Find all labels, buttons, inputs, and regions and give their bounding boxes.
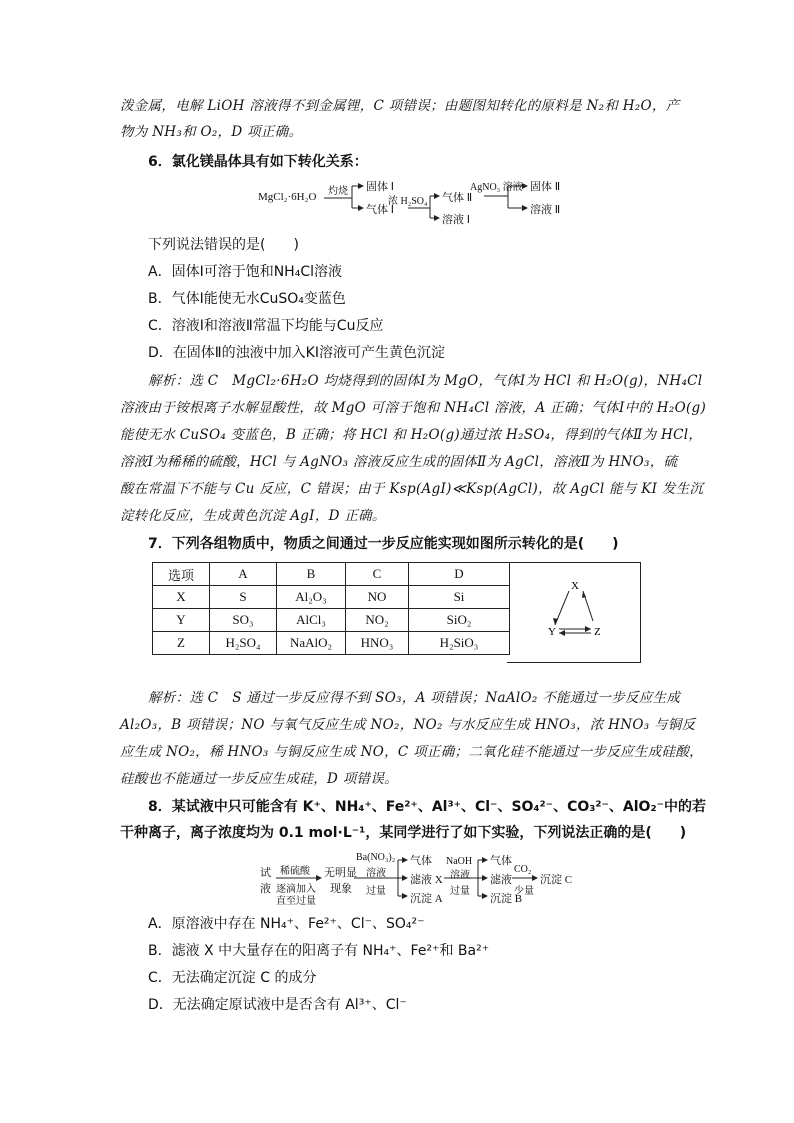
diagram-step-label: 溶液 (450, 870, 470, 881)
diagram-gas: 气体 (490, 855, 512, 867)
diagram-step-label: 逐滴加入 (276, 884, 316, 895)
table-row (153, 632, 510, 655)
diagram-result: 现象 (330, 883, 352, 895)
table-cell: SiO₂ (409, 609, 510, 632)
option-d: D．无法确定原试液中是否含有 Al³⁺、Cl⁻ (148, 997, 407, 1013)
analysis-line: 淀转化反应，生成黄色沉淀 AgI，D 正确。 (120, 508, 386, 524)
triangle-diagram (507, 563, 640, 662)
analysis-line: 应生成 NO₂，稀 HNO₃ 与铜反应生成 NO，C 项正确；二氧化硅不能通过一步反应生成硅酸， (120, 744, 703, 760)
table-header: C (346, 563, 409, 586)
option-d: D．在固体Ⅱ的浊液中加入KI溶液可产生黄色沉淀 (148, 345, 445, 361)
table-row (153, 563, 510, 586)
analysis-line: 解析：选 C MgCl₂·6H₂O 均烧得到的固体Ⅰ为 MgO，气体Ⅰ为 HCl 和 H₂O(g)，NH₄Cl (148, 373, 703, 389)
diagram-precipitate-b: 沉淀 B (490, 893, 523, 905)
table-row (153, 586, 510, 609)
diagram-filtrate-x: 滤液 X (410, 874, 443, 886)
option-a: A．原溶液中存在 NH₄⁺、Fe²⁺、Cl⁻、SO₄²⁻ (148, 916, 425, 932)
analysis-line: 溶液Ⅰ为稀稀的硫酸，HCl 与 AgNO₃ 溶液反应生成的固体Ⅱ为 AgCl，溶液Ⅱ为 HNO₃，硫 (120, 454, 678, 470)
table-header: 选项 (153, 563, 210, 586)
options-table (152, 562, 510, 655)
table-header: B (277, 563, 346, 586)
diagram-step-label: 过量 (366, 886, 386, 897)
diagram-step-label: 灼烧 (328, 186, 348, 197)
diagram-solution-1: 溶液 Ⅰ (442, 214, 470, 226)
diagram-start: MgCl₂·6H₂O (258, 191, 317, 203)
option-b: B．滤液 X 中大量存在的阳离子有 NH₄⁺、Fe²⁺和 Ba²⁺ (148, 943, 490, 959)
diagram-result: 无明显 (324, 867, 357, 879)
option-c: C．溶液Ⅰ和溶液Ⅱ常温下均能与Cu反应 (148, 318, 384, 334)
question-8-stem: 8．某试液中只可能含有 K⁺、NH₄⁺、Fe²⁺、Al³⁺、Cl⁻、SO₄²⁻、CO₃²⁻、AlO₂⁻中的若 (148, 799, 706, 815)
diagram-gas-1: 气体 Ⅰ (366, 204, 394, 216)
diagram-step-label: 过量 (450, 886, 470, 897)
table-cell: Si (409, 586, 510, 609)
node-x: X (571, 580, 579, 592)
table-cell: X (153, 586, 210, 609)
node-y: Y (548, 626, 556, 638)
diagram-step-label: 溶液 (366, 868, 386, 879)
table-row (153, 609, 510, 632)
analysis-line: 硅酸也不能通过一步反应生成硅，D 项错误。 (120, 771, 398, 787)
text-line: 泼金属，电解 LiOH 溶液得不到金属锂，C 项错误；由题图知转化的原料是 N₂和 H₂O，产 (120, 98, 680, 114)
question-7-stem: 7．下列各组物质中，物质之间通过一步反应能实现如图所示转化的是( ) (148, 536, 619, 552)
diagram-sample: 液 (260, 883, 271, 895)
diagram-gas-2: 气体 Ⅱ (442, 192, 473, 204)
table-cell: H₂SiO₃ (409, 632, 510, 655)
diagram-precipitate-c: 沉淀 C (540, 874, 573, 886)
diagram-sample: 试 (260, 867, 271, 879)
option-c: C．无法确定沉淀 C 的成分 (148, 970, 317, 986)
table-cell: HNO₃ (346, 632, 409, 655)
text-line: 物为 NH₃和 O₂，D 项正确。 (120, 124, 303, 140)
option-b: B．气体Ⅰ能使无水CuSO₄变蓝色 (148, 291, 346, 307)
diagram-solid-2: 固体 Ⅱ (530, 181, 561, 193)
diagram-gas: 气体 (410, 855, 432, 867)
diagram-step-label: 直至过量 (276, 896, 316, 907)
diagram-step-label: AgNO₃ 溶液 (470, 182, 523, 193)
table-cell: Y (153, 609, 210, 632)
diagram-solid-1: 固体 Ⅰ (366, 181, 394, 193)
analysis-line: 解析：选 C S 通过一步反应得不到 SO₃，A 项错误；NaAlO₂ 不能通过一步反应生成 (148, 690, 681, 706)
diagram-precipitate-a: 沉淀 A (410, 893, 443, 905)
diagram-step-label: 浓 H₂SO₄ (388, 196, 428, 207)
diagram-filtrate: 滤液 (490, 874, 512, 886)
diagram-step-label: NaOH (446, 856, 473, 867)
diagram-step-label: Ba(NO₃)₂ (356, 852, 396, 863)
table-header: A (210, 563, 277, 586)
analysis-line: 能使无水 CuSO₄ 变蓝色，B 正确；将 HCl 和 H₂O(g)通过浓 H₂SO₄，得到的气体Ⅱ为 HCl， (120, 427, 703, 443)
question-8-stem: 干种离子，离子浓度均为 0.1 mol·L⁻¹，某同学进行了如下实验，下列说法正确的是( ) (120, 825, 687, 841)
table-cell: H₂SO₄ (210, 632, 277, 655)
analysis-line: 溶液由于铵根离子水解显酸性，故 MgO 可溶于饱和 NH₄Cl 溶液，A 正确；气体Ⅰ中的 H₂O(g) (120, 400, 707, 416)
table-header: D (409, 563, 510, 586)
table-cell: Al₂O₃ (277, 586, 346, 609)
table-cell: NO (346, 586, 409, 609)
table-cell: SO₃ (210, 609, 277, 632)
diagram-step-label: CO₂ (514, 864, 532, 875)
q8-experiment-diagram (258, 852, 578, 906)
diagram-step-label: 稀硫酸 (280, 866, 310, 877)
diagram-step-label: 少量 (514, 886, 534, 897)
table-cell: NaAlO₂ (277, 632, 346, 655)
option-a: A．固体Ⅰ可溶于饱和NH₄Cl溶液 (148, 264, 342, 280)
node-z: Z (594, 626, 601, 638)
triangle-diagram-box (507, 562, 641, 663)
question-6-ask: 下列说法错误的是( ) (148, 237, 299, 253)
question-6-stem: 6．氯化镁晶体具有如下转化关系： (148, 154, 368, 170)
q6-conversion-diagram (258, 178, 578, 224)
table-cell: S (210, 586, 277, 609)
table-cell: AlCl₃ (277, 609, 346, 632)
table-cell: NO₂ (346, 609, 409, 632)
table-cell: Z (153, 632, 210, 655)
diagram-solution-2: 溶液 Ⅱ (530, 204, 561, 216)
analysis-line: Al₂O₃，B 项错误；NO 与氧气反应生成 NO₂，NO₂ 与水反应生成 HNO₃，浓 HNO₃ 与铜反 (120, 717, 696, 733)
analysis-line: 酸在常温下不能与 Cu 反应，C 错误；由于 Ksp(AgI)≪Ksp(AgCl)，故 AgCl 能与 KI 发生沉 (120, 481, 704, 497)
